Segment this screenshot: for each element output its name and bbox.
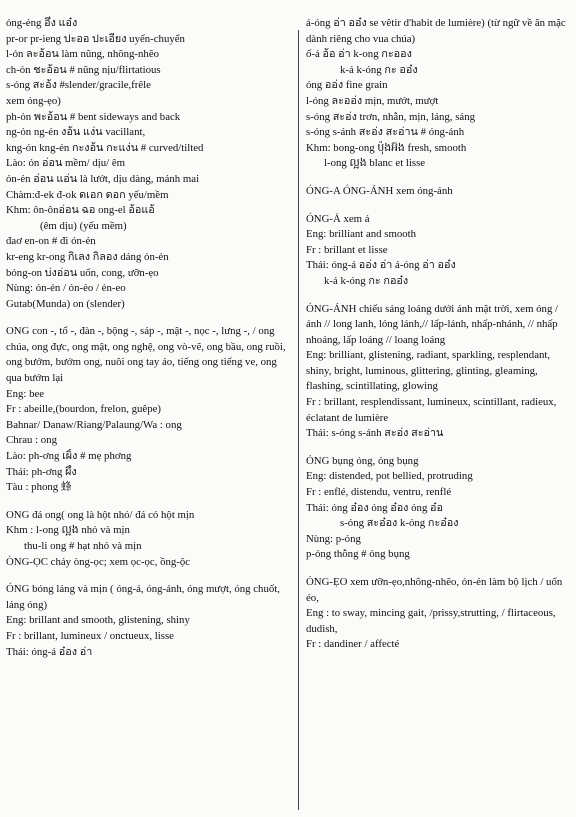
- left-line: Thái: ph-ơng ผึ้ง: [6, 465, 77, 478]
- right-line: Fr : brillant et lisse: [306, 243, 388, 256]
- left-line: Khm : l-ong ល្អង nhỏ và mịn: [6, 524, 130, 537]
- left-line: đaơ en-on # đi ỏn-ẻn: [6, 235, 96, 248]
- left-line: ÓNG bóng láng và mịn ( óng-ả, óng-ánh, óng mượt, óng chuốt, láng óng): [6, 583, 280, 611]
- right-line: Eng : to sway, mincing gait, /prissy,strutting, / flirtaceous, dudish,: [306, 607, 556, 635]
- left-line: ONG con -, tổ -, đàn -, bộng -, sáp -, mật -, nọc -, lưng -, / ong chúa, ong đực, ong mật, ong nghệ, ong vò-vẽ, ong bầu, ong ruồi, ong bướm, bướm ong, nuôi ong tay áo, tiếng ong tiếng ve, ong qua bướm lại: [6, 325, 286, 385]
- left-line: Nùng: ỏn-ẻn / ỏn-ẻo / ẻn-eo: [6, 282, 126, 295]
- left-line: ỏn-ẻn อ่อน แอ่น là lướt, dịu dàng, mảnh mai: [6, 172, 200, 185]
- left-line: s-ỏng สะอ้ง #slender/gracile,frêle: [6, 79, 151, 92]
- right-line: l-óng ละออ่ง mịn, mướt, mượt: [306, 94, 439, 107]
- right-line: ÓNG-Ả xem ả: [306, 212, 370, 225]
- left-line: Fr : abeille,(bourdon, frelon, guêpe): [6, 403, 162, 416]
- right-line: Khm: bong-ong ប៉ុងអ៊ង fresh, smooth: [306, 141, 467, 154]
- right-line: Eng: brilliant, glistening, radiant, sparkling, resplendant, shiny, bright, luminous, glittering, glinting, gleaming, flashing, scintillating, glowing: [306, 349, 551, 393]
- left-line: [6, 570, 292, 582]
- right-line: ÓNG-ÁNH chiếu sáng loáng dưới ánh mặt trời, xem óng / ánh // long lanh, lóng lánh,// lấp-lánh, nhấp-nhánh, // nhấp nhoáng, lấp loáng // loang loáng: [306, 302, 559, 346]
- right-line: [306, 442, 568, 454]
- right-line: [306, 200, 568, 212]
- left-column: [6, 16, 292, 660]
- left-line: Eng: bee: [6, 387, 45, 400]
- left-line: Lào: ỏn อ่อน mềm/ dịu/ êm: [6, 157, 126, 170]
- left-line: Chàm:đ-ek đ-ok ดเอก ดอก yếu/mềm: [6, 188, 169, 201]
- right-line: óng ออ่ง fine grain: [306, 79, 388, 92]
- left-line: ỏng-ẻng อึ๋ง แอ๋ง: [6, 17, 78, 29]
- right-line: k-ả k-óng กะ กออ๋ง: [324, 274, 409, 287]
- right-line: s-ỏng สะอ๋อง k-ỏng กะอ๋อง: [340, 517, 459, 530]
- left-line: [6, 312, 292, 324]
- left-line: ph-ỏn พะอ้อน # bent sideways and back: [6, 110, 181, 123]
- right-line: Nùng: p-ỏng: [306, 532, 361, 545]
- right-line: Eng: brilliant and smooth: [306, 228, 417, 241]
- column-divider: [298, 30, 299, 810]
- left-line: Khm: ôn-ônอ่อน ฉอ ong-el อ้อแอ้: [6, 204, 155, 217]
- right-line: á-óng อ่า ออ๋ง se vêtir d'habit de lumière) (từ ngữ về ăn mặc dành riêng cho vua chúa): [306, 17, 566, 45]
- right-line: ỎNG bụng ỏng, ỏng bụng: [306, 454, 419, 467]
- left-line: (êm dịu) (yếu mềm): [40, 219, 127, 232]
- right-line: ỎNG-ẸO xem ưỡn-ẹo,nhõng-nhẽo, ỏn-ẻn làm bộ lịch / uốn éo,: [306, 576, 563, 604]
- right-line: [306, 290, 568, 302]
- left-line: xem ỏng-ẹo): [6, 94, 61, 107]
- right-line: Thái: ỏng อ๋อง ỏng อ๋อง ỏng อ๋อ: [306, 501, 444, 514]
- right-line: Eng: distended, pot bellied, protruding: [306, 470, 473, 483]
- right-line: Thái: s-óng s-ánh สะอ่ง สะอ่าน: [306, 427, 444, 440]
- right-line: s-óng s-ánh สะอ่ง สะอ่าน # óng-ánh: [306, 126, 465, 139]
- left-line: Lào: ph-ơng เผิ้ง # mẹ phơng: [6, 450, 132, 463]
- right-column: [306, 16, 568, 653]
- left-line: [6, 496, 292, 508]
- left-line: Tàu : phong 蜂: [6, 481, 72, 494]
- right-line: l-ong ល្អង blanc et lisse: [324, 157, 426, 170]
- left-line: thu-li ong # hạt nhỏ và mịn: [24, 540, 142, 552]
- right-line: [306, 172, 568, 184]
- left-line: Fr : brillant, lumineux / onctueux, lisse: [6, 629, 174, 642]
- right-line: k-ả k-óng กะ ออ๋ง: [340, 63, 418, 76]
- right-line: Thái: óng-ả ออ่ง อ่า á-óng อ่า ออ๋ง: [306, 259, 456, 272]
- left-line: kng-ỏn kng-ẻn กะงอ้น กะแง่น # curved/tilted: [6, 141, 204, 154]
- left-line: ng-ỏn ng-ẻn งอ้น แง่น vacillant,: [6, 126, 146, 139]
- left-line: Bahnar/ Danaw/Riang/Palaung/Wa : ong: [6, 418, 182, 431]
- left-line: pr-or pr-ieng ปะออ ปะเอียง uyển-chuyển: [6, 32, 185, 45]
- right-line: ÓNG-A ÓNG-ÁNH xem óng-ánh: [306, 184, 453, 197]
- right-line: s-óng สะอ่ง trơn, nhẵn, mịn, láng, sáng: [306, 110, 475, 123]
- right-line: ố-ả อ้อ อ่า k-ong กะออง: [306, 48, 412, 61]
- left-line: kr-eng kr-ong กิเลง กิลอง dáng ỏn-ẻn: [6, 250, 169, 263]
- left-line: ch-ỏn ชะอ้อน # nũng nịu/flirtatious: [6, 63, 161, 76]
- left-line: Chrau : ong: [6, 434, 57, 447]
- right-line: [306, 563, 568, 575]
- left-line: Thái: óng-ả อ๋อง อ่า: [6, 645, 93, 658]
- left-line: bỏng-on บ่งอ่อน uốn, cong, ưỡn-ẹo: [6, 266, 159, 279]
- right-line: Fr : brillant, resplendissant, lumineux, scintillant, radieux, éclatant de lumière: [306, 396, 557, 424]
- left-line: ONG đá ong( ong là hột nhỏ/ đá có hột mịn: [6, 508, 195, 521]
- left-line: Gutab(Munda) on (slender): [6, 297, 125, 310]
- left-line: ÒNG-ỌC chảy òng-ọc; xem ọc-ọc, ồng-ộc: [6, 555, 191, 568]
- right-line: p-ỏng thỗng # ỏng bụng: [306, 548, 410, 561]
- right-line: Fr : dandiner / affecté: [306, 638, 400, 651]
- left-line: Eng: brillant and smooth, glistening, shiny: [6, 614, 190, 627]
- left-line: l-ỏn ละอ้อน làm nũng, nhõng-nhẽo: [6, 48, 160, 61]
- right-line: Fr : enflé, distendu, ventru, renflé: [306, 486, 452, 499]
